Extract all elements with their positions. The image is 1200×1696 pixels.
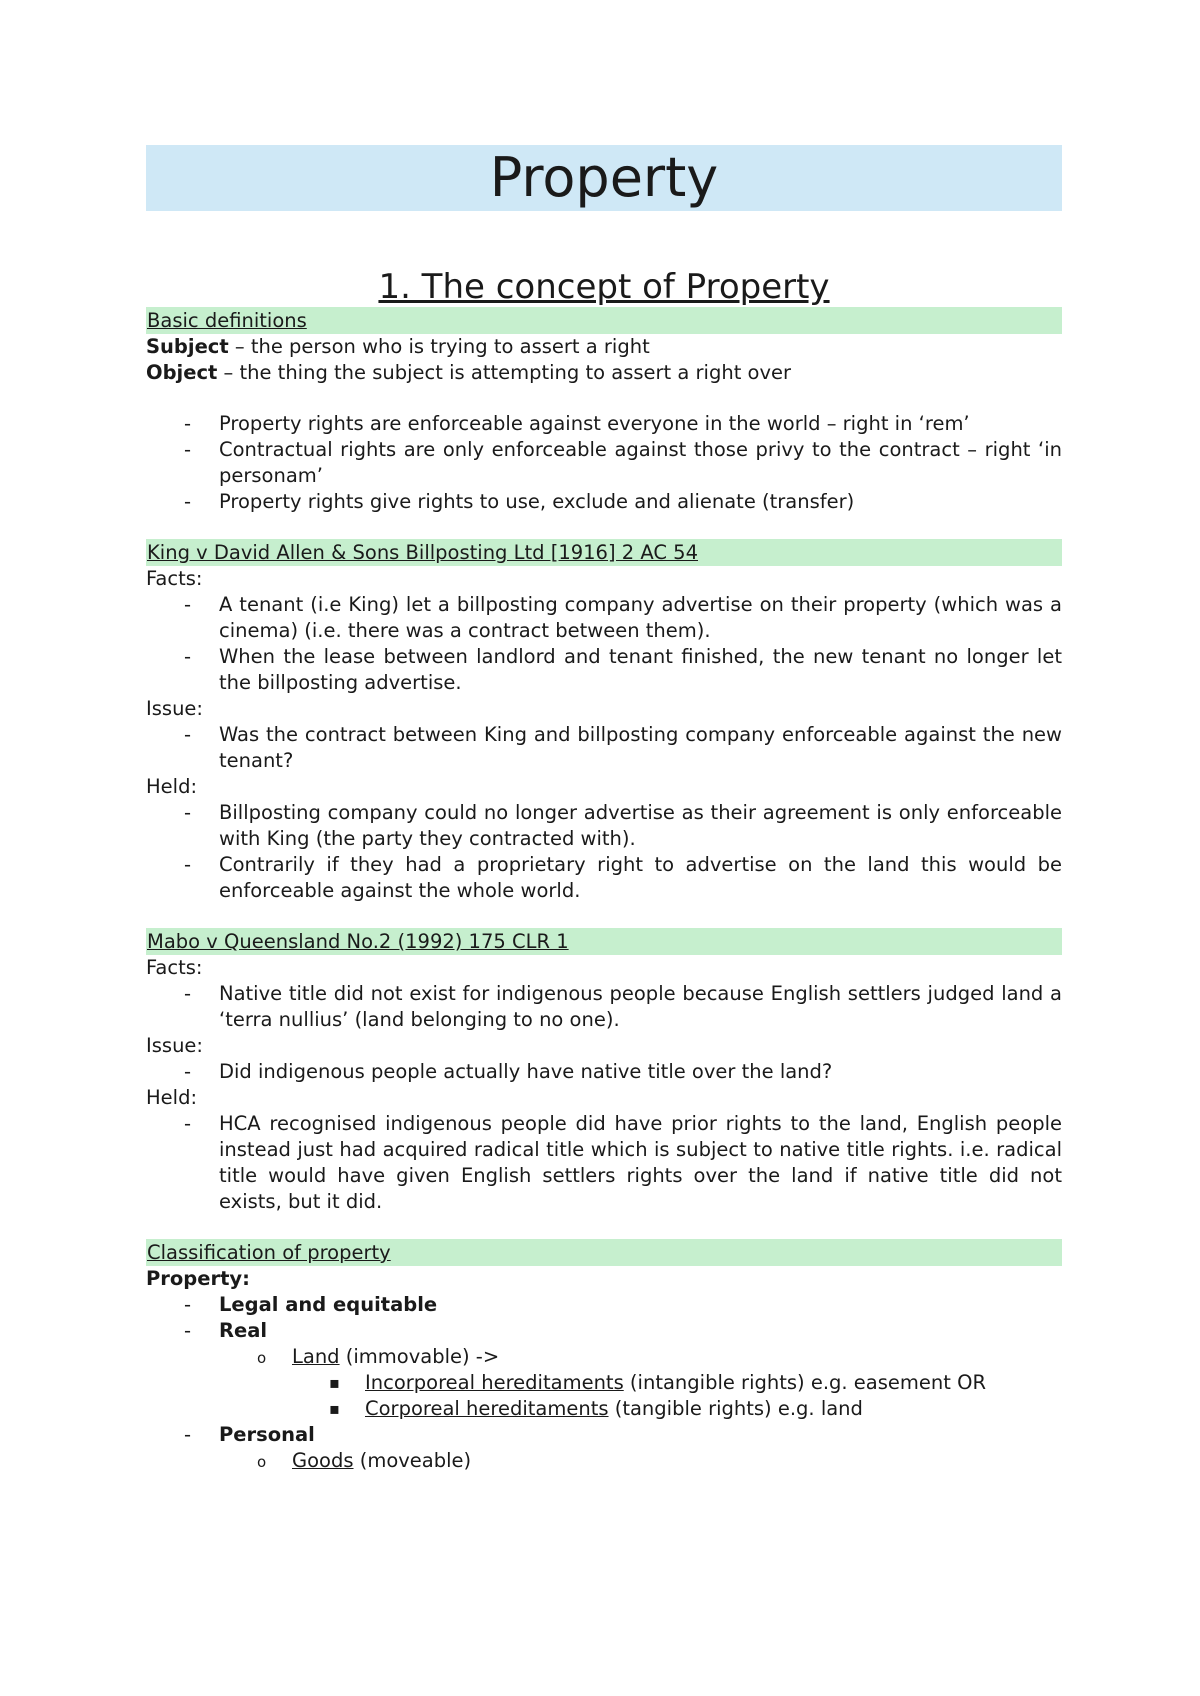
king-facts-list — [146, 592, 1062, 696]
issue-label: Issue: — [146, 697, 203, 720]
subject-term: Subject — [146, 335, 229, 358]
facts-label: Facts: — [146, 567, 203, 590]
basic-bullet-list — [146, 411, 1062, 515]
mabo-issue-list — [146, 1059, 1062, 1085]
list-item: - Did indigenous people actually have native title over the land? — [146, 1059, 1062, 1085]
chapter-heading: 1. The concept of Property — [378, 267, 830, 307]
held-label: Held: — [146, 1086, 198, 1109]
property-label: Property: — [146, 1267, 250, 1290]
subject-def: – the person who is trying to assert a right — [228, 335, 650, 358]
list-item: - Native title did not exist for indigenous people because English settlers judged land a ‘terra nullius’ (land belonging to no one). — [146, 981, 1062, 1033]
classification-list — [146, 1292, 1062, 1344]
section-header-classification: Classification of property — [146, 1239, 1062, 1266]
list-item: - Contrarily if they had a proprietary right to advertise on the land this would be enforceable against the whole world. — [146, 852, 1062, 904]
document-title: Property — [489, 146, 719, 209]
object-term: Object — [146, 361, 218, 384]
list-item: - A tenant (i.e King) let a billposting company advertise on their property (which was a cinema) (i.e. there was a contract between them). — [146, 592, 1062, 644]
issue-label: Issue: — [146, 1034, 203, 1057]
section-header-basic-definitions: Basic definitions — [146, 307, 1062, 334]
sub-item-incorporeal: ▪ Incorporeal hereditaments (intangible rights) e.g. easement OR — [146, 1370, 1062, 1396]
mabo-facts-list — [146, 981, 1062, 1033]
mabo-held-list — [146, 1111, 1062, 1215]
list-item: - Property rights give rights to use, exclude and alienate (transfer) — [146, 489, 1062, 515]
list-item-real: - Real — [146, 1318, 1062, 1344]
list-item: - HCA recognised indigenous people did have prior rights to the land, English people instead just had acquired radical title which is subject to native title rights. i.e. radical title would have given English settlers rights over the land if native title did not exists, but it did. — [146, 1111, 1062, 1215]
sub-item-goods: o Goods (moveable) — [146, 1448, 1062, 1474]
list-item: - When the lease between landlord and tenant finished, the new tenant no longer let the billposting advertise. — [146, 644, 1062, 696]
subject-definition — [146, 334, 1062, 360]
list-item: - Property rights are enforceable against everyone in the world – right in ‘rem’ — [146, 411, 1062, 437]
section-header-king-case: King v David Allen & Sons Billposting Ltd [1916] 2 AC 54 — [146, 539, 1062, 566]
title-banner — [146, 145, 1062, 211]
object-def: – the thing the subject is attempting to assert a right over — [217, 361, 792, 384]
facts-label: Facts: — [146, 956, 203, 979]
list-item: - Contractual rights are only enforceable against those privy to the contract – right ‘in personam’ — [146, 437, 1062, 489]
king-issue-list — [146, 722, 1062, 774]
list-item: - Was the contract between King and billposting company enforceable against the new tenant? — [146, 722, 1062, 774]
list-item-legal-equitable: - Legal and equitable — [146, 1292, 1062, 1318]
sub-item-corporeal: ▪ Corporeal hereditaments (tangible rights) e.g. land — [146, 1396, 1062, 1422]
list-item: - Billposting company could no longer advertise as their agreement is only enforceable with King (the party they contracted with). — [146, 800, 1062, 852]
document-page — [146, 145, 1062, 1474]
sub-item-land: o Land (immovable) -> — [146, 1344, 1062, 1370]
held-label: Held: — [146, 775, 198, 798]
section-header-mabo-case: Mabo v Queensland No.2 (1992) 175 CLR 1 — [146, 928, 1062, 955]
classification-list-personal — [146, 1422, 1062, 1448]
list-item-personal: - Personal — [146, 1422, 1062, 1448]
object-definition — [146, 360, 1062, 386]
king-held-list — [146, 800, 1062, 904]
